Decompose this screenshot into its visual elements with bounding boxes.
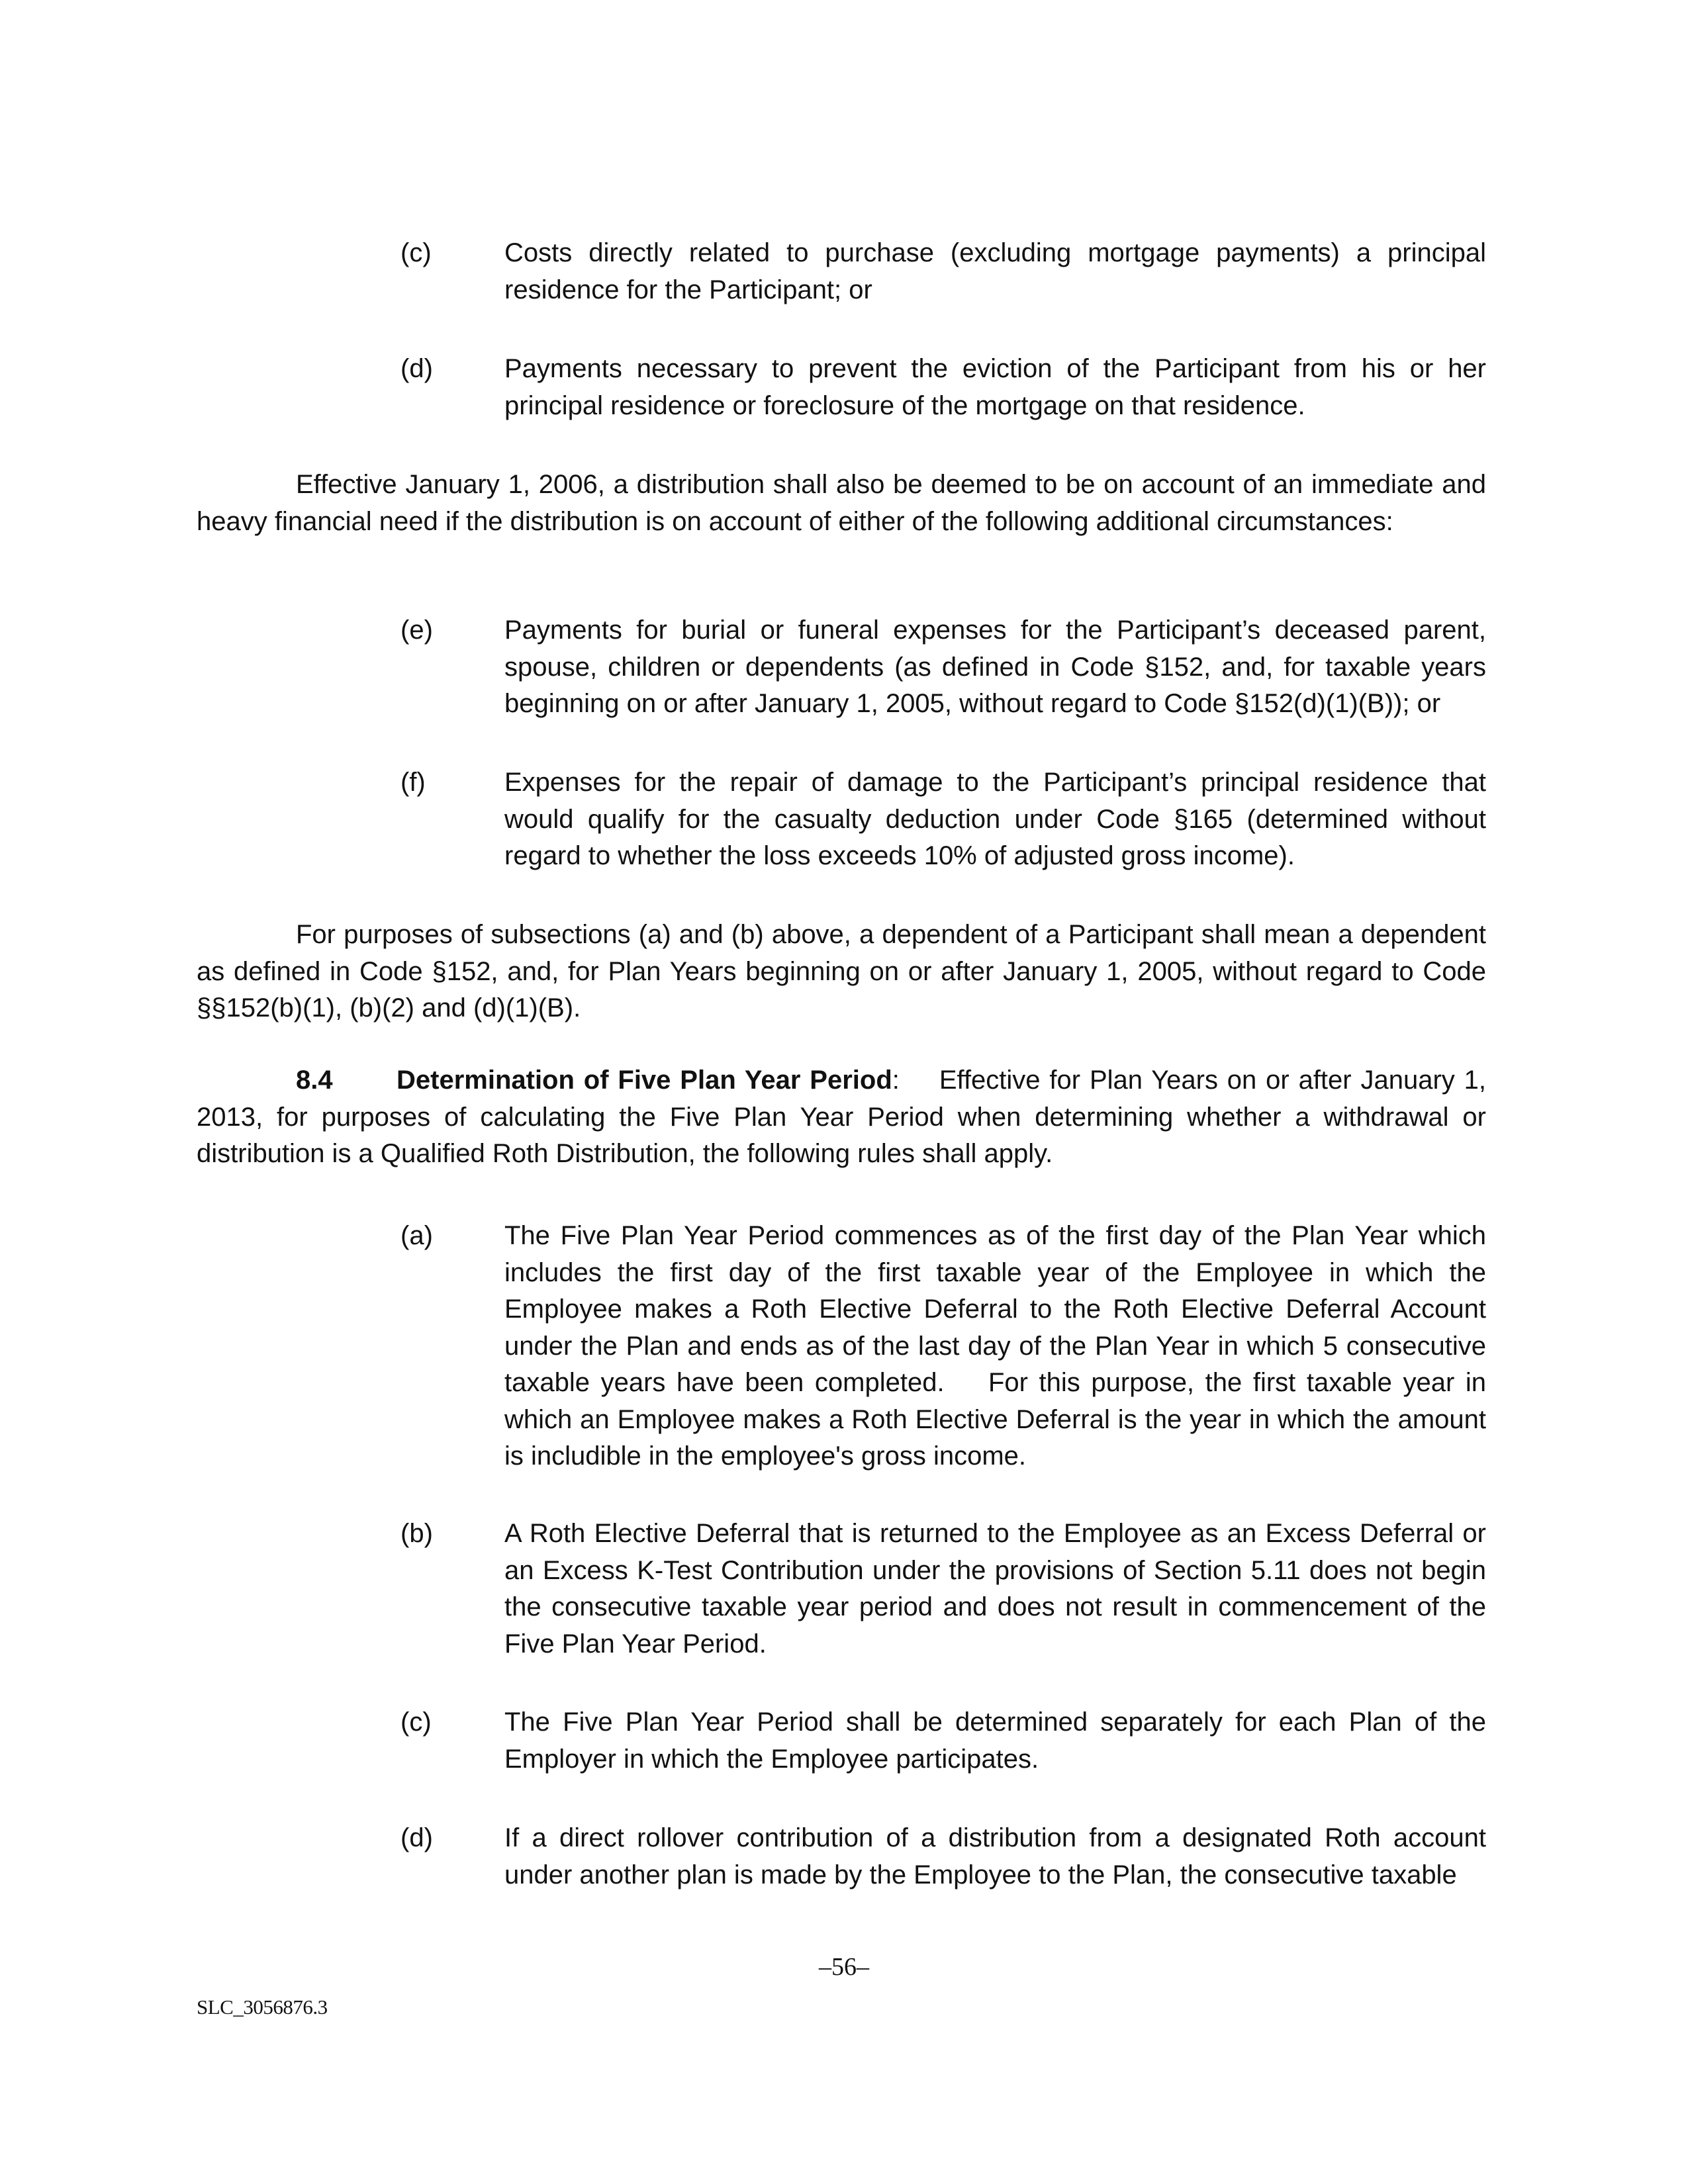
section-title: Determination of Five Plan Year Period (397, 1066, 892, 1095)
paragraph-effective-2006: Effective January 1, 2006, a distribution shall also be deemed to be on account of an immediate and heavy financial need if the distribution is on account of either of the following additional circumstances: (197, 470, 1486, 536)
page-number: –56– (819, 1953, 869, 1981)
section-number: 8.4 (296, 1066, 333, 1095)
list-item-text: If a direct rollover contribution of a distribution from a designated Roth account under another plan is made by the Employee to the Plan, the consecutive taxable (504, 1823, 1486, 1889)
list-item-text: The Five Plan Year Period shall be determined separately for each Plan of the Employer in which the Employee participates. (504, 1707, 1486, 1774)
list-item-label: (c) (400, 1707, 432, 1737)
list-item-label: (f) (400, 768, 426, 797)
list-item-label: (d) (400, 354, 433, 383)
paragraph-dependent-definition: For purposes of subsections (a) and (b) above, a dependent of a Participant shall mean a dependent as defined in Code §152, and, for Plan Years beginning on or after January 1, 2005, without regard to Code §§152(b)(1), (b)(2) and (d)(1)(B). (197, 920, 1486, 1023)
section-8-4 (197, 1062, 1486, 1173)
list-item-label: (d) (400, 1823, 433, 1852)
list-item-text: Payments for burial or funeral expenses for the Participant’s deceased parent, spouse, children or dependents (as defined in Code §152, and, for taxable years beginning on or after January 1, 2005, without regard to Code §152(d)(1)(B)); or (504, 615, 1486, 718)
list-item-text: Costs directly related to purchase (excluding mortgage payments) a principal residence for the Participant; or (504, 238, 1486, 304)
list-item-label: (a) (400, 1221, 433, 1250)
list-item-text: The Five Plan Year Period commences as of the first day of the Plan Year which includes the first day of the first taxable year of the Employee in which the Employee makes a Roth Elective Deferral to the Roth Elective Deferral Account under the Plan and ends as of the last day of the Plan Year in which 5 consecutive taxable years have been completed. For this purpose, the first taxable year in which an Employee makes a Roth Elective Deferral is the year in which the amount is includible in the employee's gross income. (504, 1221, 1494, 1471)
document-id: SLC_3056876.3 (197, 1995, 328, 2019)
list-item-label: (e) (400, 615, 433, 645)
list-item-label: (b) (400, 1519, 433, 1548)
section-text: Effective for Plan Years on or after January 1, 2013, for purposes of calculating the Five Plan Year Period when determining whether a withdrawal or distribution is a Qualified Roth Distribution, the following rules shall apply. (197, 1066, 1486, 1168)
list-item-text: Expenses for the repair of damage to the Participant’s principal residence that would qualify for the casualty deduction under Code §165 (determined without regard to whether the loss exceeds 10% of adjusted gross income). (504, 768, 1486, 870)
list-item-label: (c) (400, 238, 432, 267)
list-item-text: A Roth Elective Deferral that is returned to the Employee as an Excess Deferral or an Excess K-Test Contribution under the provisions of Section 5.11 does not begin the consecutive taxable year period and does not result in commencement of the Five Plan Year Period. (504, 1519, 1486, 1659)
list-item-text: Payments necessary to prevent the eviction of the Participant from his or her principal residence or foreclosure of the mortgage on that residence. (504, 354, 1486, 420)
section-title-colon: : (892, 1066, 900, 1095)
